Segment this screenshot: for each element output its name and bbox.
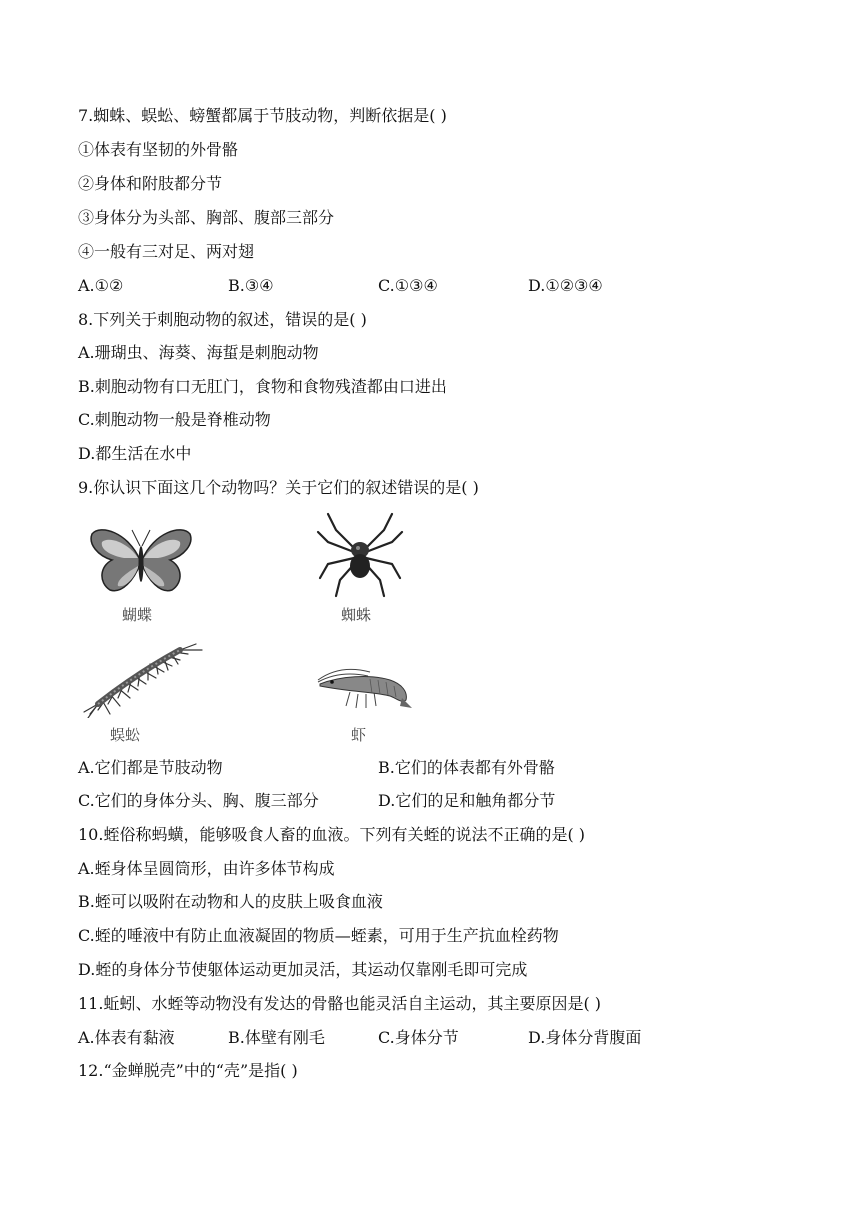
q10-option-a: A.蛭身体呈圆筒形，由许多体节构成 [78,859,335,878]
q9-stem: 9.你认识下面这几个动物吗？关于它们的叙述错误的是( ) [78,478,479,497]
q10-option-c: C.蛭的唾液中有防止血液凝固的物质—蛭素，可用于生产抗血栓药物 [78,926,559,945]
butterfly-caption: 蝴蝶 [122,606,153,624]
q12-stem: 12.“金蝉脱壳”中的“壳”是指( ) [78,1061,298,1080]
q9-option-b: B.它们的体表都有外骨骼 [378,758,555,777]
butterfly-figure [88,522,194,598]
centipede-caption: 蜈蚣 [110,726,141,744]
q9-option-d: D.它们的足和触角都分节 [378,791,556,810]
q7-stem: 7.蜘蛛、蜈蚣、螃蟹都属于节肢动物，判断依据是( ) [78,106,447,125]
shrimp-figure [310,662,414,714]
q7-item-4: ④一般有三对足、两对翅 [78,242,255,261]
q7-option-c: C.①③④ [378,276,438,295]
shrimp-caption: 虾 [351,726,367,744]
q7-item-3: ③身体分为头部、胸部、腹部三部分 [78,208,335,227]
q11-option-d: D.身体分背腹面 [528,1028,642,1047]
q10-stem: 10.蛭俗称蚂蟥，能够吸食人畜的血液。下列有关蛭的说法不正确的是( ) [78,825,586,844]
q7-item-2: ②身体和附肢都分节 [78,174,223,193]
q8-option-b: B.刺胞动物有口无肛门，食物和食物残渣都由口进出 [78,377,447,396]
q11-option-a: A.体表有黏液 [78,1028,175,1047]
centipede-figure [80,642,210,718]
q8-option-c: C.刺胞动物一般是脊椎动物 [78,410,271,429]
q9-option-c: C.它们的身体分头、胸、腹三部分 [78,791,319,810]
q7-item-1: ①体表有坚韧的外骨骼 [78,140,239,159]
q8-option-a: A.珊瑚虫、海葵、海蜇是刺胞动物 [78,343,319,362]
q8-stem: 8.下列关于刺胞动物的叙述，错误的是( ) [78,310,367,329]
q11-stem: 11.蚯蚓、水蛭等动物没有发达的骨骼也能灵活自主运动，其主要原因是( ) [78,994,602,1013]
q9-option-a: A.它们都是节肢动物 [78,758,223,777]
q10-option-b: B.蛭可以吸附在动物和人的皮肤上吸食血液 [78,892,383,911]
q10-option-d: D.蛭的身体分节使躯体运动更加灵活，其运动仅靠刚毛即可完成 [78,960,528,979]
q11-option-c: C.身体分节 [378,1028,459,1047]
q7-option-b: B.③④ [228,276,274,295]
q11-option-b: B.体壁有刚毛 [228,1028,325,1047]
q7-option-a: A.①② [78,276,124,295]
q7-option-d: D.①②③④ [528,276,603,295]
spider-figure [314,508,406,598]
spider-caption: 蜘蛛 [341,606,372,624]
q8-option-d: D.都生活在水中 [78,444,192,463]
